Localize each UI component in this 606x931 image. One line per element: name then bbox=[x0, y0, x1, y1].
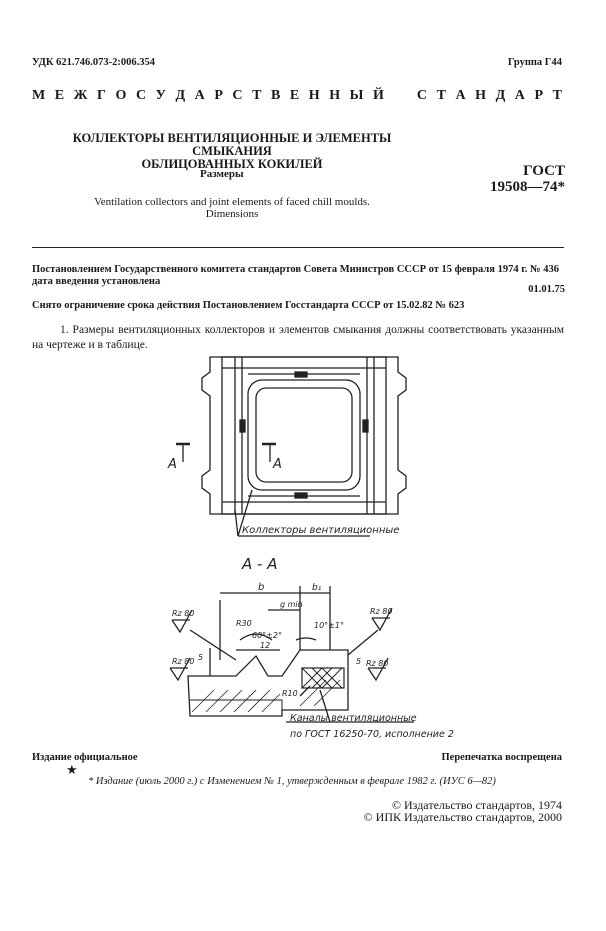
banner-letter: Н bbox=[475, 88, 487, 103]
title-line-1: КОЛЛЕКТОРЫ ВЕНТИЛЯЦИОННЫЕ И ЭЛЕМЕНТЫ СМЫКАНИЯ bbox=[72, 131, 392, 158]
rz80-top-left: Rz 80 bbox=[172, 609, 195, 618]
cavity-inner bbox=[256, 388, 352, 482]
banner-letter: А bbox=[455, 88, 466, 103]
decree-text: Постановлением Государственного комитета стандартов Совета Министров СССР от 15 февраля 1974 г. № 436 дата введения установлена bbox=[32, 264, 559, 287]
copyright-1974: © Издательство стандартов, 1974 bbox=[391, 798, 562, 812]
banner-letter: Н bbox=[329, 88, 341, 103]
section-mark-left: А bbox=[168, 457, 177, 472]
reprint-prohibited: Перепечатка воспрещена bbox=[441, 752, 562, 763]
banner-letter: А bbox=[194, 88, 205, 103]
cavity-outer bbox=[248, 380, 360, 490]
banner-letter: Е bbox=[54, 88, 65, 103]
banner-letter: Й bbox=[372, 88, 384, 103]
section-mark-right: А bbox=[273, 457, 282, 472]
official-edition: Издание официальное bbox=[32, 752, 138, 763]
banner-letter: В bbox=[270, 88, 281, 103]
banner-letter: Р bbox=[534, 88, 544, 103]
dim-r30: R30 bbox=[236, 619, 252, 628]
dim-5-left: 5 bbox=[198, 653, 204, 662]
banner-letter: У bbox=[155, 88, 166, 103]
rz80-mid-right: Rz 80 bbox=[366, 659, 389, 668]
dim-r10: R10 bbox=[282, 689, 298, 698]
introduction-date: 01.01.75 bbox=[528, 284, 565, 295]
dim-12: 12 bbox=[260, 641, 271, 650]
banner-letter: Н bbox=[308, 88, 320, 103]
banner-letter: С bbox=[416, 88, 428, 103]
paragraph-1: 1. Размеры вентиляционных коллекторов и элементов смыкания должны соответствовать указанным на чертеже и в таблице. bbox=[32, 324, 564, 351]
subtitle-sizes: Размеры bbox=[200, 168, 244, 180]
banner-letter: А bbox=[514, 88, 525, 103]
dim-gmin: g min bbox=[280, 600, 303, 609]
banner-letter: Г bbox=[97, 88, 106, 103]
banner-letter: С bbox=[135, 88, 147, 103]
rz80-mid-left: Rz 80 bbox=[172, 657, 195, 666]
title-line-2: ОБЛИЦОВАННЫХ КОКИЛЕЙ bbox=[141, 157, 323, 171]
channels-label: Каналы вентиляционные bbox=[290, 713, 417, 724]
banner-letter: Д bbox=[495, 88, 506, 103]
banner-letter: Ж bbox=[73, 88, 88, 103]
banner-letter: М bbox=[32, 88, 46, 103]
dim-5-right: 5 bbox=[356, 657, 362, 666]
dim-b1: b₁ bbox=[312, 583, 322, 593]
rz80-top-right: Rz 80 bbox=[370, 607, 393, 616]
banner-letter: Е bbox=[289, 88, 300, 103]
gost-label: ГОСТ bbox=[523, 163, 565, 179]
banner-letter: Т bbox=[436, 88, 446, 103]
dim-b: b bbox=[258, 582, 265, 593]
english-title-line-2: Dimensions bbox=[205, 208, 259, 220]
english-title-line-1: Ventilation collectors and joint elements of faced chill moulds. bbox=[94, 196, 370, 208]
collectors-label: Коллекторы вентиляционные bbox=[242, 525, 400, 536]
udk-code: УДК 621.746.073-2:006.354 bbox=[32, 57, 155, 68]
section-title: А - А bbox=[242, 555, 278, 573]
banner-letter: Р bbox=[214, 88, 223, 103]
gost-reference-label: по ГОСТ 16250-70, исполнение 2 bbox=[290, 729, 454, 740]
angle-10: 10°±1° bbox=[314, 621, 344, 630]
group-code: Группа Г44 bbox=[507, 57, 562, 68]
edition-note: * Издание (июль 2000 г.) с Изменением № 1, утвержденным в феврале 1982 г. (ИУС 6—82) bbox=[88, 776, 496, 787]
banner-letter: Д bbox=[175, 88, 186, 103]
gost-code: 19508—74* bbox=[490, 179, 565, 195]
copyright-2000: © ИПК Издательство стандартов, 2000 bbox=[363, 810, 562, 824]
restriction-lifted-text: Снято ограничение срока действия Постановлением Госстандарта СССР от 15.02.82 № 623 bbox=[32, 300, 465, 311]
banner-letter: Ы bbox=[349, 88, 364, 103]
angle-60: 60°±2° bbox=[252, 631, 282, 640]
banner-letter: О bbox=[115, 88, 127, 103]
banner-letter: С bbox=[232, 88, 243, 103]
star-mark: ★ bbox=[66, 762, 78, 777]
banner-letter: Т bbox=[552, 88, 562, 103]
banner-letter: Т bbox=[252, 88, 262, 103]
